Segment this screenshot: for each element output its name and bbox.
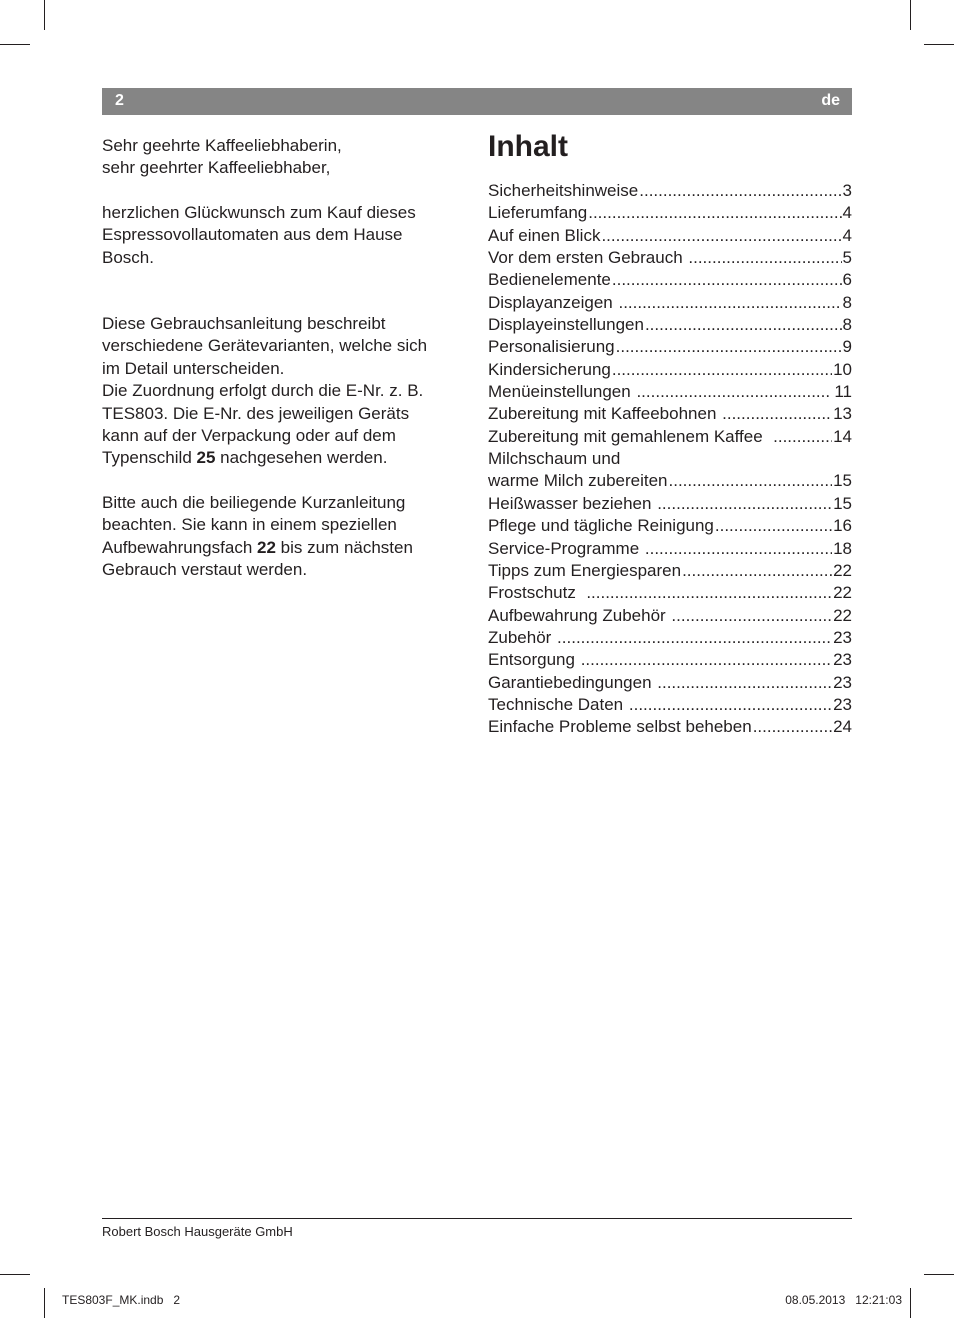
toc-entry-label: Zubereitung mit gemahlenem Kaffee (488, 426, 773, 446)
toc-entry-label: Tipps zum Energiesparen (488, 560, 682, 580)
toc-leader-dots (629, 694, 832, 716)
toc-entry[interactable] (488, 560, 852, 582)
toc-leader-dots (588, 202, 841, 224)
toc-entry-page: 22 (833, 583, 852, 603)
toc-entry[interactable] (488, 672, 852, 694)
shortguide-text-1: Bitte auch die beiliegende Kurzanleitung beachten. Sie kann in einem speziellen Aufbewahrungsfach (102, 492, 406, 557)
toc-entry-label: Entsorgung (488, 650, 580, 670)
crop-mark (924, 44, 954, 45)
toc-entry-label: Pflege und tägliche Reinigung (488, 516, 714, 536)
toc-leader-dots (636, 381, 828, 403)
greeting-paragraph: Sehr geehrte Kaffeeliebhaberin, sehr geehrter Kaffeeliebhaber, (102, 136, 342, 178)
toc-entry-label: Zubehör (488, 627, 557, 647)
toc-entry-page: 5 (842, 248, 852, 268)
toc-entry-label: Heißwasser beziehen (488, 493, 657, 513)
toc-entry-label: Menüeinstellungen (488, 382, 636, 402)
language-code: de (821, 92, 840, 109)
toc-leader-dots (601, 225, 841, 247)
toc-entry-page: 4 (842, 225, 852, 245)
crop-mark (910, 0, 911, 30)
toc-entry[interactable] (488, 515, 852, 537)
toc-leader-dots (773, 426, 832, 448)
toc-leader-dots (669, 470, 833, 492)
toc-entry-label: Service-Programme (488, 538, 644, 558)
toc-leader-dots (645, 538, 832, 560)
toc-entry[interactable] (488, 470, 852, 492)
toc-entry-label: Displayanzeigen (488, 292, 618, 312)
toc-entry-page: 18 (833, 538, 852, 558)
toc-entry-page: 22 (833, 560, 852, 580)
variants-ref-number: 25 (196, 448, 216, 468)
toc-entry-label: Sicherheitshinweise (488, 181, 639, 200)
toc-leader-dots (657, 672, 832, 694)
toc-entry[interactable] (488, 225, 852, 247)
toc-entry-page: 15 (833, 493, 852, 513)
toc-entry[interactable] (488, 426, 852, 448)
toc-entry-page: 16 (833, 516, 852, 536)
toc-entry[interactable] (488, 292, 852, 314)
toc-entry-page: 4 (842, 203, 852, 223)
toc-entry-page: 8 (842, 315, 852, 335)
variants-paragraph (102, 313, 464, 470)
toc-entry[interactable] (488, 716, 852, 738)
toc-entry-label: Vor dem ersten Gebrauch (488, 248, 688, 268)
toc-entry-page: 23 (833, 672, 852, 692)
toc-entry-label: Zubereitung mit Kaffeebohnen (488, 404, 722, 424)
footer-rule (102, 1218, 852, 1219)
toc-entry-label: Garantiebedingungen (488, 672, 657, 692)
toc-leader-dots (586, 582, 832, 604)
toc-entry[interactable] (488, 202, 852, 224)
toc-entry-page: 10 (833, 359, 852, 379)
toc-entry[interactable] (488, 538, 852, 560)
toc-title: Inhalt (488, 130, 568, 163)
shortguide-paragraph (102, 492, 464, 582)
toc-entry-page: 13 (833, 404, 852, 424)
toc-entry-label: Auf einen Blick (488, 225, 601, 245)
toc-entry[interactable] (488, 694, 852, 716)
variants-text-1: Diese Gebrauchsanleitung beschreibt verschiedene Gerätevarianten, welche sich im Detail unterscheiden. Die Zuordnung erfolgt durch die E-Nr. z. B. TES803. Die E-Nr. des jeweiligen Geräts kann auf der Verpackung oder auf dem Typenschild (102, 314, 428, 468)
toc-entry[interactable] (488, 649, 852, 671)
toc-entry-label: Personalisierung (488, 337, 615, 357)
toc-entry-page: 23 (833, 650, 852, 670)
crop-mark (44, 1288, 45, 1318)
toc-entry-label: Lieferumfang (488, 203, 588, 223)
toc-entry-prefix: Milchschaum und (488, 449, 621, 469)
toc-entry-page: 8 (842, 292, 852, 312)
toc-entry-page: 15 (833, 471, 852, 491)
toc-entry-label: Kindersicherung (488, 359, 611, 379)
toc-leader-dots (616, 336, 842, 358)
toc-entry[interactable] (488, 381, 852, 403)
toc-entry-label: Bedienelemente (488, 270, 611, 290)
toc-leader-dots (753, 716, 832, 738)
toc-leader-dots (671, 605, 832, 627)
shortguide-text-2: bis zum nächsten Gebrauch verstaut werden. (102, 537, 413, 580)
toc-entry[interactable] (488, 247, 852, 269)
intro-column (102, 135, 464, 582)
toc-leader-dots (639, 180, 841, 202)
toc-entry[interactable] (488, 180, 852, 202)
toc-leader-dots (581, 649, 832, 671)
crop-mark (0, 1274, 30, 1275)
toc-entry-page: 23 (833, 694, 852, 714)
toc-entry[interactable] (488, 493, 852, 515)
toc-entry-page: 14 (833, 426, 852, 446)
toc-entry-label: Frostschutz (488, 583, 586, 603)
toc-leader-dots (645, 314, 842, 336)
footer-company: Robert Bosch Hausgeräte GmbH (102, 1224, 293, 1239)
toc-entry[interactable] (488, 627, 852, 649)
toc-entry-label: Aufbewahrung Zubehör (488, 605, 671, 625)
crop-mark (44, 0, 45, 30)
toc-entry-page: 11 (829, 382, 852, 402)
toc-leader-dots (688, 247, 841, 269)
toc-entry[interactable] (488, 582, 852, 604)
toc-leader-dots (657, 493, 832, 515)
toc-entry-page: 3 (842, 181, 852, 200)
page-header-bar (102, 88, 852, 115)
toc-entry-page: 9 (842, 337, 852, 357)
toc-entry[interactable] (488, 605, 852, 627)
toc-entry-label: Displayeinstellungen (488, 315, 644, 335)
toc-entry[interactable] (488, 403, 852, 425)
toc-entry[interactable] (488, 269, 852, 291)
toc-entry[interactable] (488, 359, 852, 381)
toc-entry-page: 23 (833, 627, 852, 647)
toc-leader-dots (612, 269, 842, 291)
print-slug-file: TES803F_MK.indb 2 (62, 1293, 181, 1307)
toc-leader-dots (722, 403, 832, 425)
toc-entry-page: 22 (833, 605, 852, 625)
toc-leader-dots (557, 627, 832, 649)
toc-entry-label: Technische Daten (488, 694, 628, 714)
toc-leader-dots (682, 560, 832, 582)
toc-entry[interactable] (488, 314, 852, 336)
page-number: 2 (115, 92, 124, 109)
congrats-paragraph: herzlichen Glückwunsch zum Kauf dieses Espressovollautomaten aus dem Hause Bosch. (102, 202, 416, 267)
table-of-contents (488, 180, 852, 739)
toc-entry-page: 24 (833, 717, 852, 737)
shortguide-ref-number: 22 (257, 537, 276, 557)
toc-entry-label: Einfache Probleme selbst beheben (488, 717, 752, 737)
crop-mark (0, 44, 30, 45)
toc-leader-dots (715, 515, 832, 537)
variants-text-2: nachgesehen werden. (215, 448, 388, 468)
print-slug-date: 08.05.2013 12:21:03 (785, 1293, 902, 1307)
toc-entry-page: 6 (842, 270, 852, 290)
toc-leader-dots (612, 359, 832, 381)
toc-entry[interactable] (488, 336, 852, 358)
toc-leader-dots (618, 292, 841, 314)
toc-entry-label: warme Milch zubereiten (488, 471, 668, 491)
crop-mark (910, 1288, 911, 1318)
crop-mark (924, 1274, 954, 1275)
